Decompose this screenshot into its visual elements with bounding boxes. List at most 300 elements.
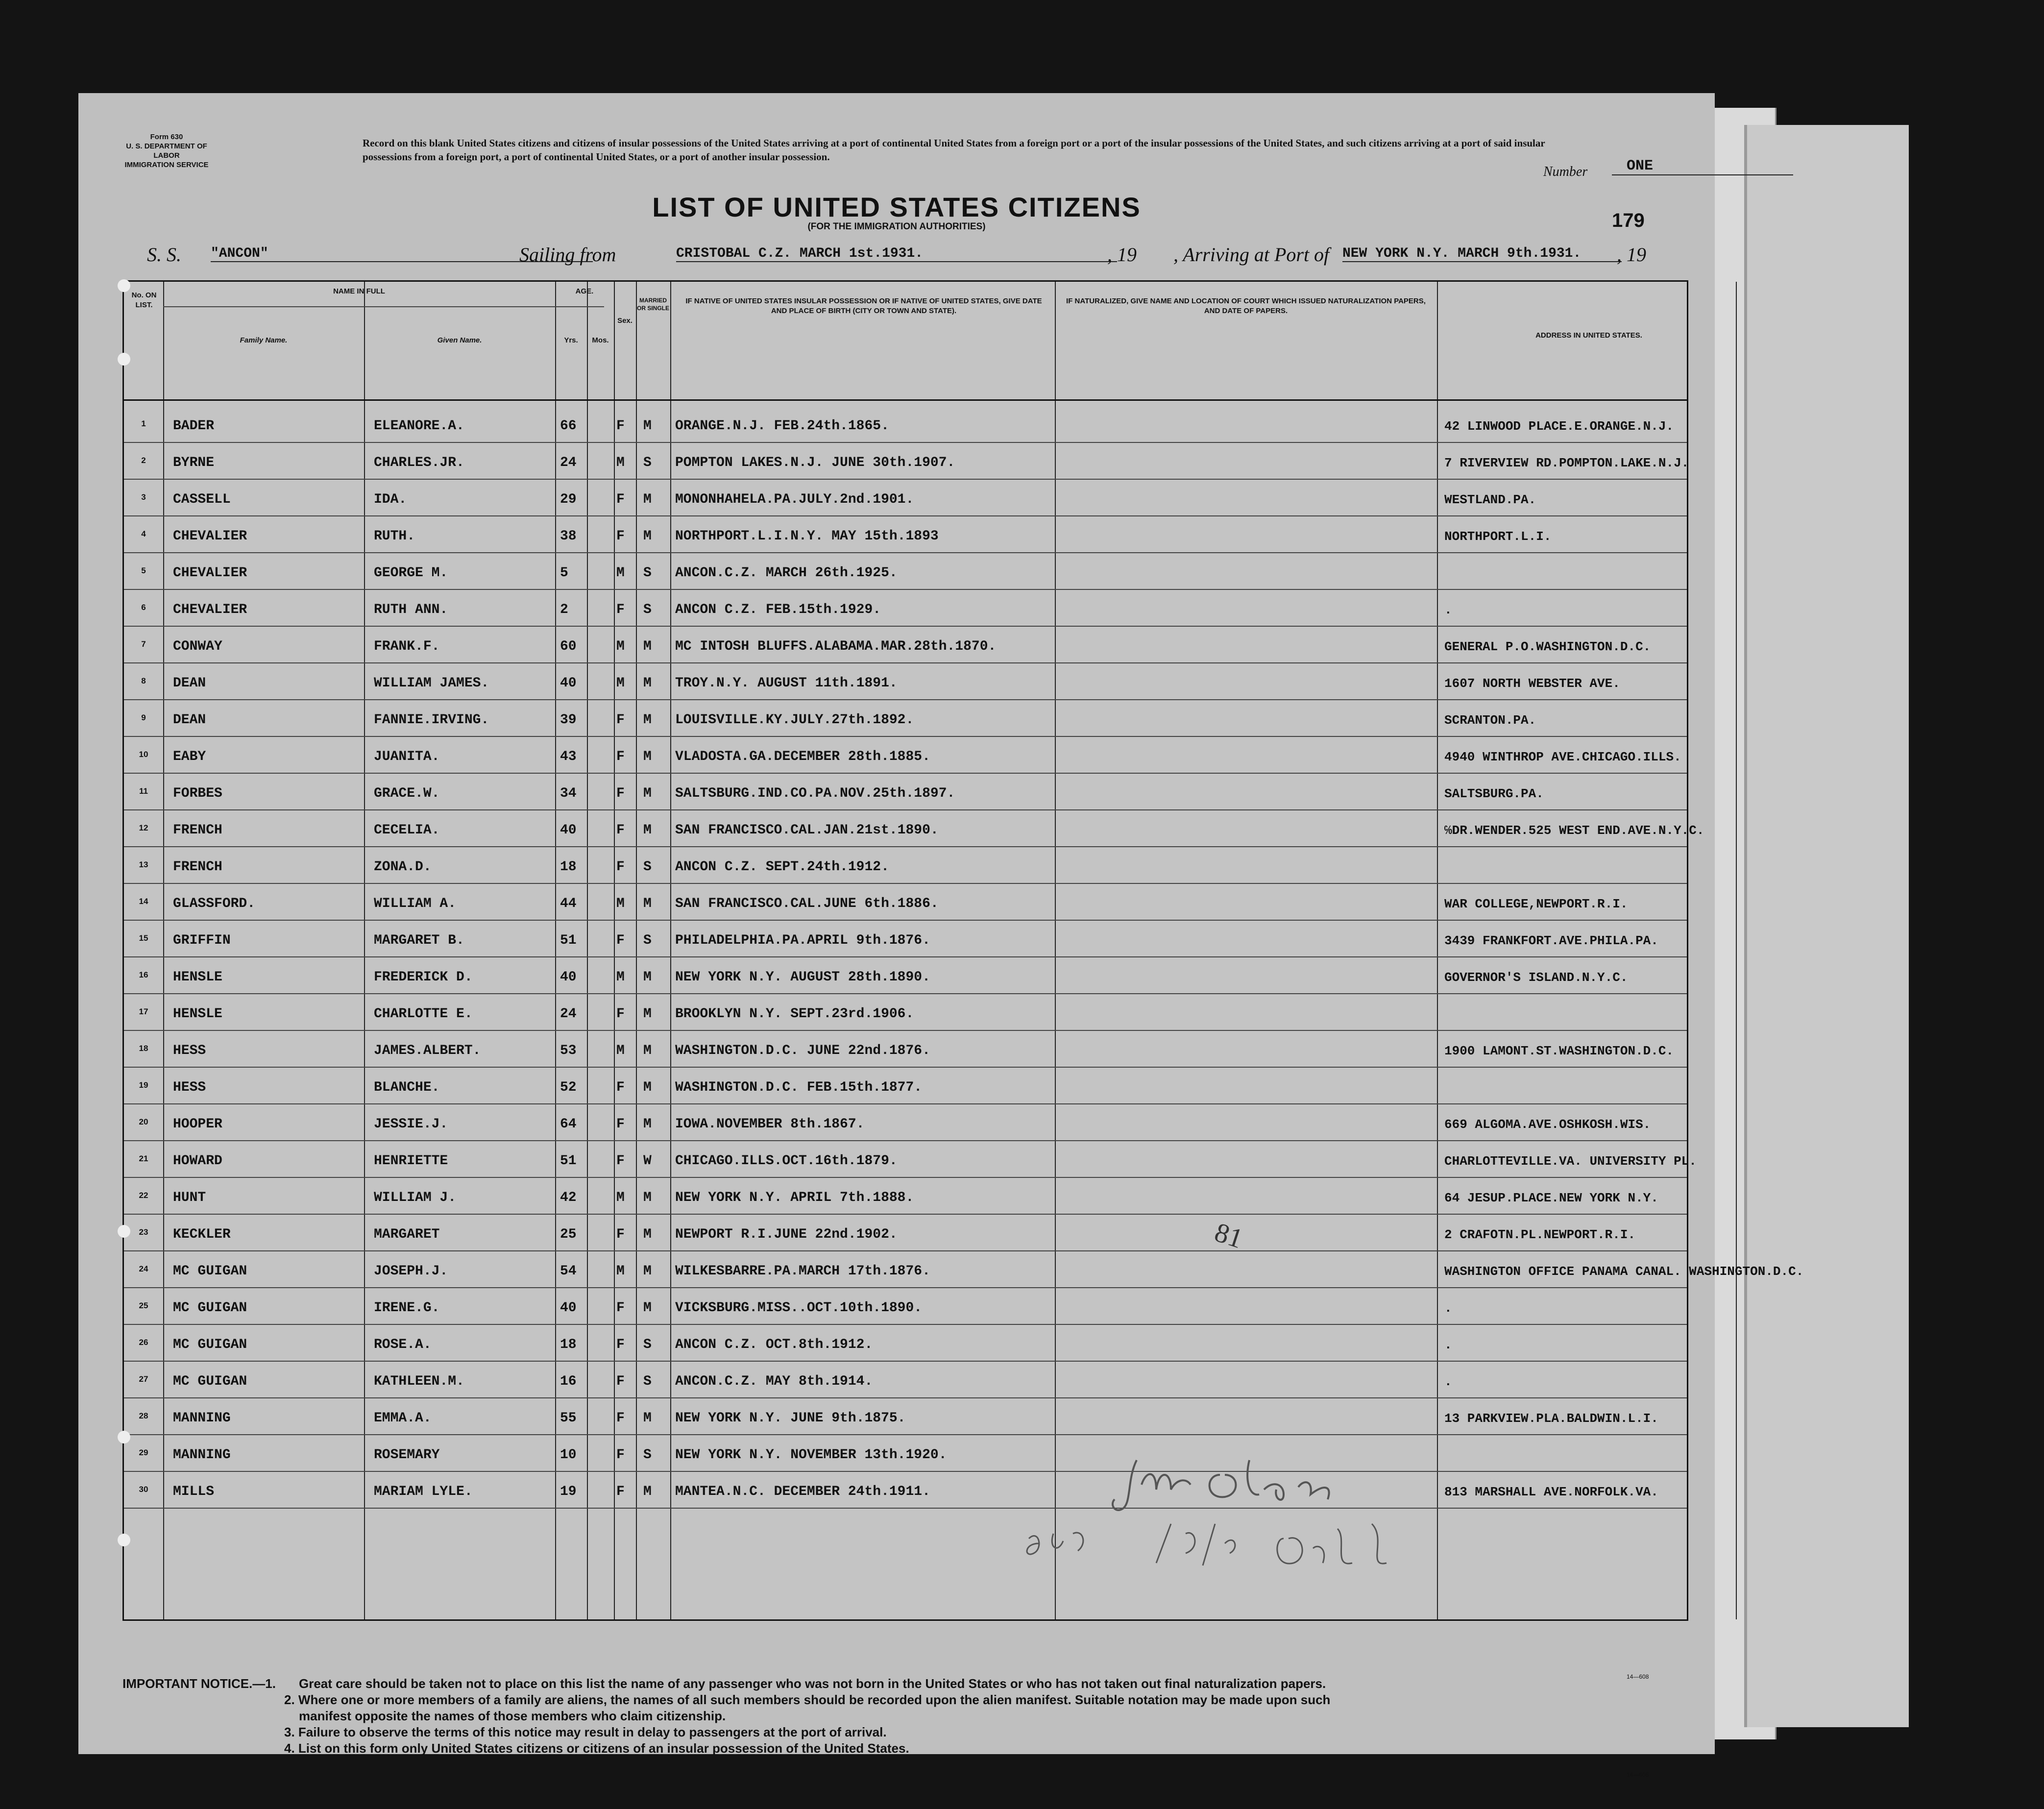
row-number: 13 <box>139 860 148 869</box>
header-years: Yrs. <box>564 336 578 344</box>
notice-item-1: Great care should be taken not to place on this list the name of any passenger who was not born in the United States or who has not taken out final naturalization papers. <box>299 1676 1326 1691</box>
sex-cell: F <box>616 933 625 948</box>
stamp-number: 81 <box>1211 1217 1247 1255</box>
sex-cell: M <box>616 676 625 691</box>
birth-cell: WILKESBARRE.PA.MARCH 17th.1876. <box>675 1264 930 1279</box>
notice-item-2-cont: manifest opposite the names of those members who claim citizenship. <box>299 1709 726 1723</box>
row-rule <box>124 883 1687 884</box>
address-cell: ℅DR.WENDER.525 WEST END.AVE.N.Y.C. <box>1444 823 1704 838</box>
marital-status-cell: M <box>643 1080 652 1095</box>
age-years-cell: 51 <box>560 933 577 948</box>
age-years-cell: 2 <box>560 602 568 617</box>
age-years-cell: 53 <box>560 1043 577 1058</box>
header-name-in-full: NAME IN FULL <box>333 287 385 295</box>
address-cell: 1607 NORTH WEBSTER AVE. <box>1444 676 1620 691</box>
form-code-top: 14—608 <box>1627 1673 1649 1680</box>
birth-cell: SAN FRANCISCO.CAL.JAN.21st.1890. <box>675 823 939 838</box>
marital-status-cell: S <box>643 1447 652 1463</box>
given-name-cell: MARGARET B. <box>374 933 464 948</box>
age-years-cell: 42 <box>560 1190 577 1205</box>
birth-cell: POMPTON LAKES.N.J. JUNE 30th.1907. <box>675 455 955 470</box>
sex-cell: F <box>616 786 625 801</box>
family-name-cell: HOOPER <box>173 1117 222 1132</box>
address-cell: CHARLOTTEVILLE.VA. UNIVERSITY PL. <box>1444 1154 1697 1169</box>
address-cell: SCRANTON.PA. <box>1444 713 1536 728</box>
binder-hole <box>118 353 130 366</box>
family-name-cell: MC GUIGAN <box>173 1374 247 1389</box>
row-rule <box>124 552 1687 553</box>
address-cell: NORTHPORT.L.I. <box>1444 529 1552 544</box>
row-rule <box>124 662 1687 663</box>
birth-cell: SALTSBURG.IND.CO.PA.NOV.25th.1897. <box>675 786 955 801</box>
row-number: 12 <box>139 823 148 832</box>
row-number: 20 <box>139 1117 148 1126</box>
birth-cell: NEW YORK N.Y. NOVEMBER 13th.1920. <box>675 1447 947 1463</box>
given-name-cell: KATHLEEN.M. <box>374 1374 464 1389</box>
age-years-cell: 24 <box>560 455 577 470</box>
header-family-name: Family Name. <box>240 336 288 344</box>
marital-status-cell: M <box>643 1117 652 1132</box>
given-name-cell: CHARLOTTE E. <box>374 1006 473 1022</box>
birth-cell: VICKSBURG.MISS..OCT.10th.1890. <box>675 1300 923 1316</box>
form-identifier <box>113 132 220 170</box>
given-name-cell: FANNIE.IRVING. <box>374 712 489 728</box>
birth-cell: NEW YORK N.Y. JUNE 9th.1875. <box>675 1411 906 1426</box>
binder-hole <box>118 1534 130 1546</box>
sex-cell: F <box>616 823 625 838</box>
notice-item-4: 4. List on this form only United States citizens or citizens of an insular possession of the United States. <box>284 1741 909 1756</box>
sex-cell: M <box>616 896 625 911</box>
row-rule <box>124 515 1687 516</box>
birth-cell: NORTHPORT.L.I.N.Y. MAY 15th.1893 <box>675 529 939 544</box>
row-number: 11 <box>139 786 148 796</box>
sex-cell: F <box>616 749 625 764</box>
age-years-cell: 24 <box>560 1006 577 1022</box>
service-name: IMMIGRATION SERVICE <box>124 161 209 169</box>
marital-status-cell: M <box>643 749 652 764</box>
marital-status-cell: M <box>643 1411 652 1426</box>
address-cell: 13 PARKVIEW.PLA.BALDWIN.L.I. <box>1444 1411 1658 1426</box>
address-cell: 4940 WINTHROP AVE.CHICAGO.ILLS. <box>1444 750 1681 764</box>
family-name-cell: HENSLE <box>173 1006 222 1022</box>
marital-status-cell: M <box>643 1190 652 1205</box>
marital-status-cell: M <box>643 786 652 801</box>
back-sheet <box>1744 125 1909 1727</box>
age-years-cell: 40 <box>560 676 577 691</box>
row-number: 19 <box>139 1080 148 1090</box>
age-years-cell: 29 <box>560 492 577 507</box>
given-name-cell: MARIAM LYLE. <box>374 1484 473 1499</box>
address-cell: GOVERNOR'S ISLAND.N.Y.C. <box>1444 970 1628 985</box>
ss-label: S. S. <box>147 244 181 266</box>
age-years-cell: 64 <box>560 1117 577 1132</box>
row-number: 10 <box>139 750 148 759</box>
row-rule <box>124 1177 1687 1178</box>
address-cell: WESTLAND.PA. <box>1444 492 1536 507</box>
page-title: LIST OF UNITED STATES CITIZENS <box>652 192 1141 222</box>
row-number: 29 <box>139 1448 148 1457</box>
row-rule <box>124 699 1687 700</box>
marital-status-cell: M <box>643 1264 652 1279</box>
row-rule <box>124 589 1687 590</box>
sex-cell: M <box>616 970 625 985</box>
row-rule <box>124 1324 1687 1325</box>
row-number: 16 <box>139 970 148 979</box>
birth-cell: BROOKLYN N.Y. SEPT.23rd.1906. <box>675 1006 914 1022</box>
binder-hole <box>118 1431 130 1443</box>
birth-cell: WASHINGTON.D.C. FEB.15th.1877. <box>675 1080 923 1095</box>
family-name-cell: HESS <box>173 1043 206 1058</box>
row-number: 15 <box>139 933 148 943</box>
row-number: 5 <box>141 566 146 575</box>
given-name-cell: BLANCHE. <box>374 1080 440 1095</box>
row-number: 25 <box>139 1301 148 1310</box>
row-number: 26 <box>139 1338 148 1347</box>
row-rule <box>124 846 1687 847</box>
row-number: 7 <box>141 639 146 649</box>
row-rule <box>124 1250 1687 1251</box>
intro-text: Record on this blank United States citizens and citizens of insular possessions of the United States arriving at a port of continental United States from a foreign port or a port of the insular possessions of the United States, and such citizens arriving at a port of said insular possessions from a foreign port, a port of continental United States, or a port of another insular possession. <box>363 137 1545 163</box>
birth-cell: MONONHAHELA.PA.JULY.2nd.1901. <box>675 492 914 507</box>
sex-cell: F <box>616 1447 625 1463</box>
sex-cell: M <box>616 1043 625 1058</box>
form-number: Form 630 <box>150 133 183 141</box>
age-years-cell: 51 <box>560 1153 577 1169</box>
sex-cell: F <box>616 1006 625 1022</box>
row-number: 22 <box>139 1191 148 1200</box>
family-name-cell: CHEVALIER <box>173 565 247 581</box>
address-cell: 669 ALGOMA.AVE.OSHKOSH.WIS. <box>1444 1117 1651 1132</box>
birth-cell: ANCON C.Z. OCT.8th.1912. <box>675 1337 873 1352</box>
family-name-cell: EABY <box>173 749 206 764</box>
family-name-cell: DEAN <box>173 676 206 691</box>
family-name-cell: DEAN <box>173 712 206 728</box>
row-rule <box>124 736 1687 737</box>
family-name-cell: GLASSFORD. <box>173 896 256 911</box>
sex-cell: M <box>616 639 625 654</box>
row-number: 2 <box>141 456 146 465</box>
address-cell: . <box>1444 1301 1452 1316</box>
address-cell: WASHINGTON OFFICE PANAMA CANAL. WASHINGTON.D.C. <box>1444 1264 1804 1279</box>
sex-cell: F <box>616 492 625 507</box>
given-name-cell: FREDERICK D. <box>374 970 473 985</box>
given-name-cell: WILLIAM JAMES. <box>374 676 489 691</box>
given-name-cell: CHARLES.JR. <box>374 455 464 470</box>
family-name-cell: FORBES <box>173 786 222 801</box>
age-years-cell: 52 <box>560 1080 577 1095</box>
given-name-cell: IDA. <box>374 492 407 507</box>
given-name-cell: ROSEMARY <box>374 1447 440 1463</box>
given-name-cell: CECELIA. <box>374 823 440 838</box>
given-name-cell: HENRIETTE <box>374 1153 448 1169</box>
sex-cell: M <box>616 455 625 470</box>
given-name-cell: ZONA.D. <box>374 859 432 875</box>
sex-cell: F <box>616 1374 625 1389</box>
birth-cell: VLADOSTA.GA.DECEMBER 28th.1885. <box>675 749 930 764</box>
address-cell: WAR COLLEGE,NEWPORT.R.I. <box>1444 897 1628 911</box>
sex-cell: F <box>616 602 625 617</box>
age-years-cell: 19 <box>560 1484 577 1499</box>
birth-cell: IOWA.NOVEMBER 8th.1867. <box>675 1117 865 1132</box>
address-cell: 1900 LAMONT.ST.WASHINGTON.D.C. <box>1444 1044 1674 1058</box>
marital-status-cell: M <box>643 1227 652 1242</box>
sex-cell: F <box>616 712 625 728</box>
header-naturalized: IF NATURALIZED, GIVE NAME AND LOCATION OF COURT WHICH ISSUED NATURALIZATION PAPERS, AND DATE OF PAPERS. <box>1066 297 1426 315</box>
birth-cell: MANTEA.N.C. DECEMBER 24th.1911. <box>675 1484 930 1499</box>
row-rule <box>124 1103 1687 1104</box>
row-rule <box>124 1434 1687 1435</box>
family-name-cell: CASSELL <box>173 492 231 507</box>
marital-status-cell: M <box>643 529 652 544</box>
family-name-cell: CHEVALIER <box>173 529 247 544</box>
marital-status-cell: S <box>643 565 652 581</box>
row-number: 3 <box>141 492 146 502</box>
notice-item-3: 3. Failure to observe the terms of this notice may result in delay to passengers at the port of arrival. <box>284 1725 887 1739</box>
family-name-cell: MC GUIGAN <box>173 1264 247 1279</box>
marital-status-cell: M <box>643 970 652 985</box>
sailing-from: CRISTOBAL C.Z. MARCH 1st.1931. <box>676 246 1117 262</box>
age-years-cell: 40 <box>560 1300 577 1316</box>
row-rule <box>124 1214 1687 1215</box>
marital-status-cell: M <box>643 1484 652 1499</box>
row-number: 14 <box>139 897 148 906</box>
sex-cell: F <box>616 1300 625 1316</box>
row-number: 21 <box>139 1154 148 1163</box>
form-code-bottom: 14—608 <box>1627 1771 1649 1778</box>
address-cell: 7 RIVERVIEW RD.POMPTON.LAKE.N.J. <box>1444 456 1689 470</box>
age-years-cell: 34 <box>560 786 577 801</box>
voyage-line <box>78 240 1715 269</box>
age-years-cell: 16 <box>560 1374 577 1389</box>
header-age: AGE. <box>575 287 594 295</box>
age-years-cell: 60 <box>560 639 577 654</box>
marital-status-cell: M <box>643 1300 652 1316</box>
row-number: 6 <box>141 603 146 612</box>
row-rule <box>124 1140 1687 1141</box>
row-rule <box>124 442 1687 443</box>
row-number: 27 <box>139 1374 148 1384</box>
birth-cell: TROY.N.Y. AUGUST 11th.1891. <box>675 676 898 691</box>
header-no-on-list: No. ON LIST. <box>131 291 157 309</box>
family-name-cell: MILLS <box>173 1484 215 1499</box>
page-number: 179 <box>1612 210 1645 231</box>
header-married-single: MARRIED OR SINGLE <box>636 297 669 312</box>
row-rule <box>124 1067 1687 1068</box>
given-name-cell: JAMES.ALBERT. <box>374 1043 481 1058</box>
family-name-cell: HUNT <box>173 1190 206 1205</box>
sex-cell: M <box>616 1190 625 1205</box>
manifest-sheet <box>78 93 1804 1778</box>
address-cell: GENERAL P.O.WASHINGTON.D.C. <box>1444 639 1651 654</box>
inspector-signature <box>1009 1450 1480 1597</box>
marital-status-cell: S <box>643 602 652 617</box>
sex-cell: F <box>616 1337 625 1352</box>
sex-cell: F <box>616 859 625 875</box>
row-rule <box>124 1287 1687 1288</box>
marital-status-cell: S <box>643 933 652 948</box>
given-name-cell: JOSEPH.J. <box>374 1264 448 1279</box>
number-label: Number <box>1543 164 1588 179</box>
header-given-name: Given Name. <box>437 336 482 344</box>
marital-status-cell: M <box>643 676 652 691</box>
age-years-cell: 5 <box>560 565 568 581</box>
age-years-cell: 43 <box>560 749 577 764</box>
row-rule <box>124 479 1687 480</box>
birth-cell: MC INTOSH BLUFFS.ALABAMA.MAR.28th.1870. <box>675 639 997 654</box>
birth-cell: ANCON.C.Z. MARCH 26th.1925. <box>675 565 898 581</box>
age-years-cell: 44 <box>560 896 577 911</box>
age-years-cell: 18 <box>560 859 577 875</box>
row-number: 1 <box>141 419 146 428</box>
birth-cell: ORANGE.N.J. FEB.24th.1865. <box>675 418 889 434</box>
sex-cell: F <box>616 1484 625 1499</box>
family-name-cell: MC GUIGAN <box>173 1300 247 1316</box>
address-cell: 64 JESUP.PLACE.NEW YORK N.Y. <box>1444 1191 1658 1205</box>
marital-status-cell: W <box>643 1153 652 1169</box>
marital-status-cell: M <box>643 823 652 838</box>
given-name-cell: MARGARET <box>374 1227 440 1242</box>
age-years-cell: 55 <box>560 1411 577 1426</box>
address-cell: 2 CRAFOTN.PL.NEWPORT.R.I. <box>1444 1227 1636 1242</box>
ship-name: "ANCON" <box>211 246 593 262</box>
row-rule <box>124 773 1687 774</box>
binder-hole <box>118 279 130 292</box>
header-months: Mos. <box>592 336 609 344</box>
address-cell: . <box>1444 1338 1452 1352</box>
family-name-cell: FRENCH <box>173 823 222 838</box>
marital-status-cell: S <box>643 455 652 470</box>
age-years-cell: 18 <box>560 1337 577 1352</box>
row-rule <box>124 920 1687 921</box>
arriving-label: , Arriving at Port of <box>1173 244 1330 266</box>
marital-status-cell: M <box>643 1006 652 1022</box>
row-number: 18 <box>139 1044 148 1053</box>
row-rule <box>124 1361 1687 1362</box>
arriving-port: NEW YORK N.Y. MARCH 9th.1931. <box>1342 246 1622 262</box>
marital-status-cell: M <box>643 418 652 434</box>
address-cell: . <box>1444 603 1452 617</box>
sex-cell: F <box>616 1117 625 1132</box>
age-years-cell: 39 <box>560 712 577 728</box>
given-name-cell: EMMA.A. <box>374 1411 432 1426</box>
age-years-cell: 66 <box>560 418 577 434</box>
marital-status-cell: M <box>643 639 652 654</box>
marital-status-cell: S <box>643 1337 652 1352</box>
birth-cell: SAN FRANCISCO.CAL.JUNE 6th.1886. <box>675 896 939 911</box>
marital-status-cell: S <box>643 859 652 875</box>
sex-cell: M <box>616 565 625 581</box>
given-name-cell: RUTH ANN. <box>374 602 448 617</box>
year-label-2: , 19 <box>1617 244 1646 266</box>
address-cell: 42 LINWOOD PLACE.E.ORANGE.N.J. <box>1444 419 1674 434</box>
given-name-cell: JUANITA. <box>374 749 440 764</box>
birth-cell: PHILADELPHIA.PA.APRIL 9th.1876. <box>675 933 930 948</box>
header-sex: Sex. <box>617 317 633 325</box>
page-subtitle: (FOR THE IMMIGRATION AUTHORITIES) <box>807 221 986 232</box>
given-name-cell: IRENE.G. <box>374 1300 440 1316</box>
marital-status-cell: M <box>643 896 652 911</box>
address-cell: . <box>1444 1374 1452 1389</box>
binder-hole <box>118 1225 130 1238</box>
address-cell: SALTSBURG.PA. <box>1444 786 1544 801</box>
row-number: 9 <box>141 713 146 722</box>
sex-cell: F <box>616 418 625 434</box>
given-name-cell: GRACE.W. <box>374 786 440 801</box>
family-name-cell: MANNING <box>173 1411 231 1426</box>
birth-cell: NEW YORK N.Y. AUGUST 28th.1890. <box>675 970 930 985</box>
address-cell: 3439 FRANKFORT.AVE.PHILA.PA. <box>1444 933 1658 948</box>
sex-cell: F <box>616 1227 625 1242</box>
family-name-cell: CONWAY <box>173 639 222 654</box>
family-name-cell: HESS <box>173 1080 206 1095</box>
row-number: 23 <box>139 1227 148 1237</box>
department-name: U. S. DEPARTMENT OF LABOR <box>126 142 207 160</box>
family-name-cell: BADER <box>173 418 215 434</box>
sex-cell: F <box>616 1080 625 1095</box>
given-name-cell: JESSIE.J. <box>374 1117 448 1132</box>
row-number: 8 <box>141 676 146 685</box>
given-name-cell: GEORGE M. <box>374 565 448 581</box>
family-name-cell: MC GUIGAN <box>173 1337 247 1352</box>
age-years-cell: 38 <box>560 529 577 544</box>
family-name-cell: FRENCH <box>173 859 222 875</box>
family-name-cell: HENSLE <box>173 970 222 985</box>
age-years-cell: 25 <box>560 1227 577 1242</box>
age-years-cell: 40 <box>560 970 577 985</box>
birth-cell: WASHINGTON.D.C. JUNE 22nd.1876. <box>675 1043 930 1058</box>
age-years-cell: 40 <box>560 823 577 838</box>
notice-item-2: 2. Where one or more members of a family are aliens, the names of all such members should be recorded upon the alien manifest. Suitable notation may be made upon such <box>284 1692 1331 1707</box>
given-name-cell: WILLIAM A. <box>374 896 457 911</box>
row-number: 24 <box>139 1264 148 1273</box>
sex-cell: F <box>616 1411 625 1426</box>
family-name-cell: MANNING <box>173 1447 231 1463</box>
row-number: 17 <box>139 1007 148 1016</box>
row-number: 4 <box>141 529 146 538</box>
number-value: ONE <box>1612 158 1793 175</box>
birth-cell: ANCON C.Z. FEB.15th.1929. <box>675 602 881 617</box>
sex-cell: F <box>616 529 625 544</box>
row-rule <box>124 626 1687 627</box>
sex-cell: M <box>616 1264 625 1279</box>
sailing-label: Sailing from <box>519 244 616 266</box>
family-name-cell: CHEVALIER <box>173 602 247 617</box>
passenger-table <box>122 280 1804 1621</box>
row-number: 28 <box>139 1411 148 1420</box>
family-name-cell: BYRNE <box>173 455 215 470</box>
row-rule <box>124 956 1687 957</box>
birth-cell: ANCON C.Z. SEPT.24th.1912. <box>675 859 889 875</box>
row-rule <box>124 809 1687 810</box>
marital-status-cell: M <box>643 1043 652 1058</box>
marital-status-cell: M <box>643 492 652 507</box>
header-birth: IF NATIVE OF UNITED STATES INSULAR POSSESSION OR IF NATIVE OF UNITED STATES, GIVE DATE AND PLACE OF BIRTH (CITY OR TOWN AND STATE). <box>685 297 1042 315</box>
row-rule <box>124 993 1687 994</box>
family-name-cell: GRIFFIN <box>173 933 231 948</box>
birth-cell: ANCON.C.Z. MAY 8th.1914. <box>675 1374 873 1389</box>
marital-status-cell: M <box>643 712 652 728</box>
given-name-cell: ROSE.A. <box>374 1337 432 1352</box>
given-name-cell: FRANK.F. <box>374 639 440 654</box>
row-rule <box>124 1030 1687 1031</box>
age-years-cell: 10 <box>560 1447 577 1463</box>
birth-cell: NEWPORT R.I.JUNE 22nd.1902. <box>675 1227 898 1242</box>
row-rule <box>124 1397 1687 1398</box>
birth-cell: NEW YORK N.Y. APRIL 7th.1888. <box>675 1190 914 1205</box>
family-name-cell: KECKLER <box>173 1227 231 1242</box>
birth-cell: LOUISVILLE.KY.JULY.27th.1892. <box>675 712 914 728</box>
given-name-cell: RUTH. <box>374 529 415 544</box>
